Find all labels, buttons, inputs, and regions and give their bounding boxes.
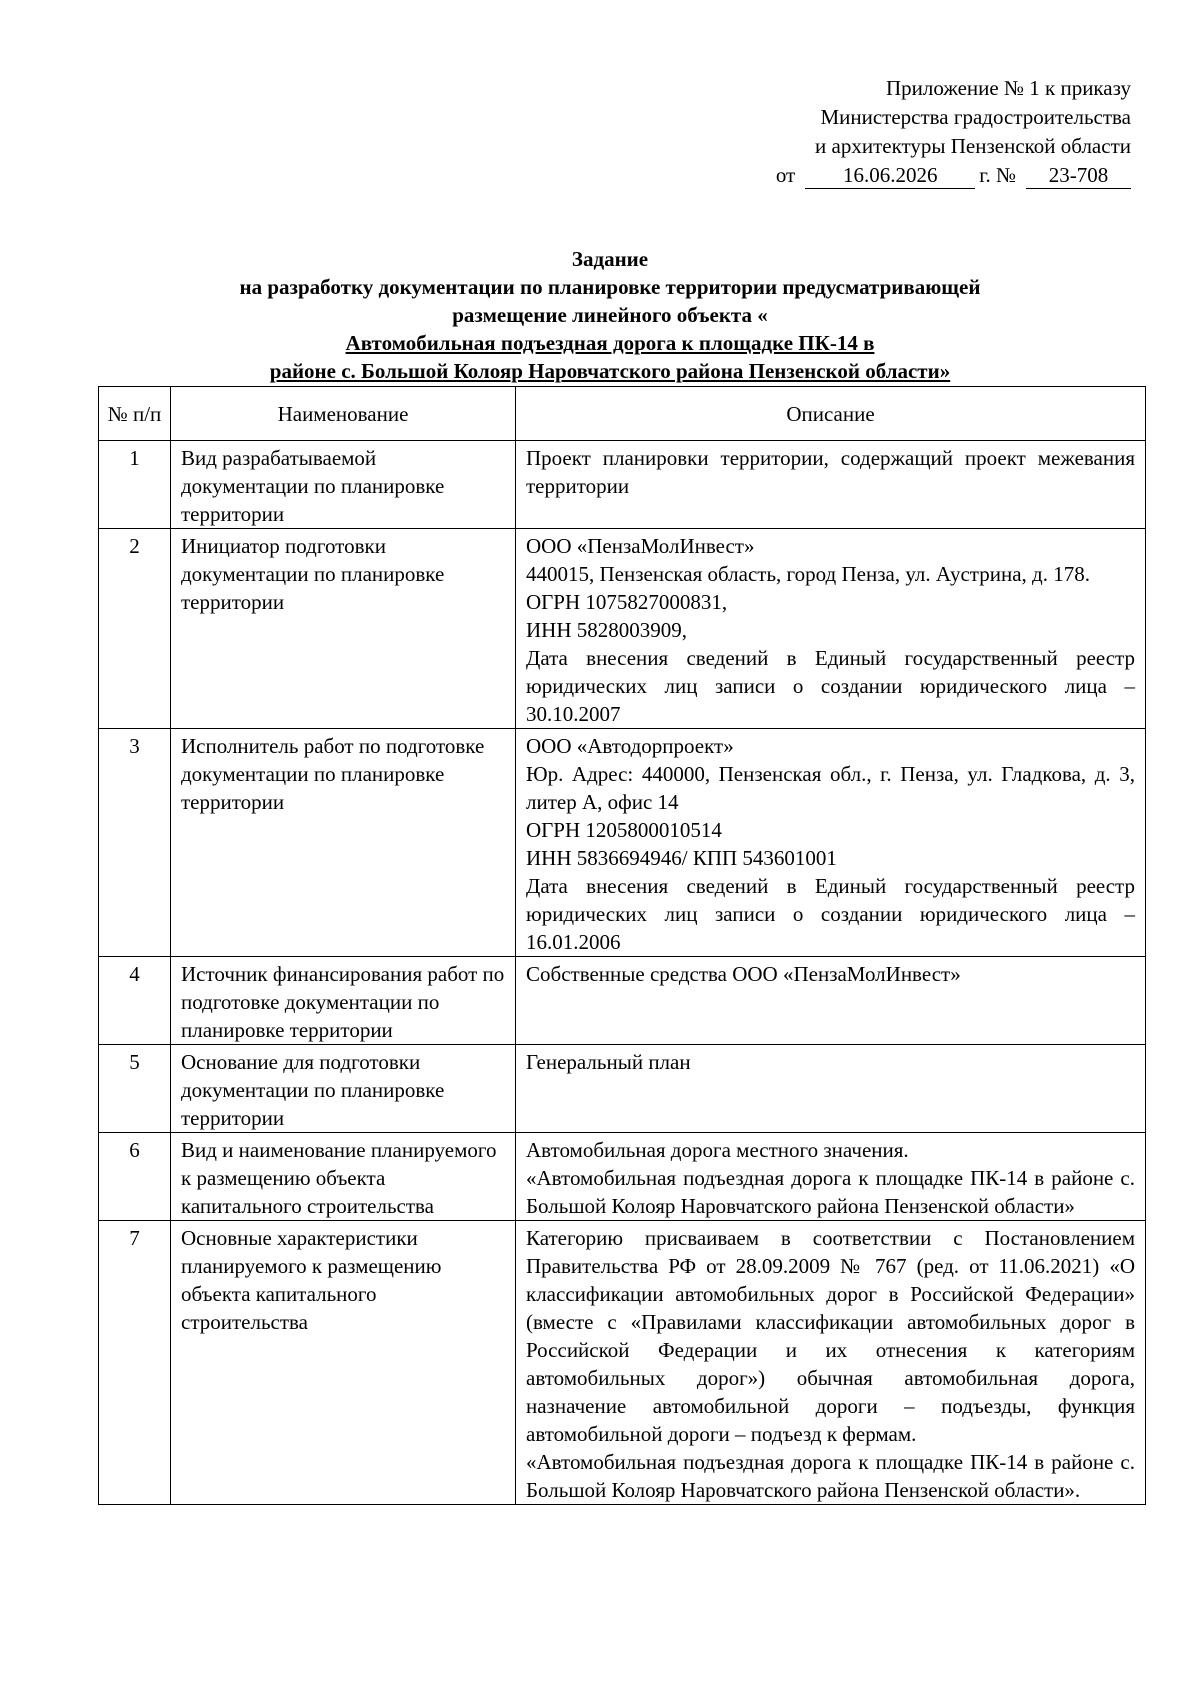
row-number: 3	[99, 729, 171, 957]
description-paragraph: Автомобильная дорога местного значения.	[526, 1138, 909, 1162]
description-paragraph: Юр. Адрес: 440000, Пензенская обл., г. Пенза, ул. Гладкова, д. 3, литер А, офис 14	[526, 762, 1135, 814]
row-name: Вид разрабатываемой документации по планировке территории	[171, 441, 516, 529]
description-paragraph: «Автомобильная подъездная дорога к площадке ПК-14 в районе с. Большой Колояр Наровчатского района Пензенской области».	[526, 1450, 1135, 1502]
row-name: Инициатор подготовки документации по планировке территории	[171, 529, 516, 729]
assignment-table	[98, 386, 1146, 1505]
title-object-line	[90, 301, 1130, 357]
appendix-line: Приложение № 1 к приказу	[886, 76, 1131, 100]
ministry-line: Министерства градостроительства	[820, 105, 1131, 129]
title-heading: Задание	[571, 247, 649, 271]
description-paragraph: ООО «Автодорпроект»	[526, 734, 734, 758]
title-object-location: районе с. Большой Колояр Наровчатского района Пензенской области»	[269, 359, 951, 383]
row-name: Основание для подготовки документации по планировке территории	[171, 1045, 516, 1133]
table-row	[99, 1045, 1146, 1133]
title-subject: на разработку документации по планировке территории предусматривающей	[239, 275, 981, 299]
description-paragraph: Проект планировки территории, содержащий проект межевания территории	[526, 446, 1135, 498]
row-description	[516, 441, 1146, 529]
description-paragraph: «Автомобильная подъездная дорога к площадке ПК-14 в районе с. Большой Колояр Наровчатского района Пензенской области»	[526, 1166, 1135, 1218]
description-paragraph: Дата внесения сведений в Единый государственный реестр юридических лиц записи о создании юридического лица – 30.10.2007	[526, 646, 1135, 726]
table-row	[99, 957, 1146, 1045]
header-name: Наименование	[171, 387, 516, 441]
title-object-prefix: размещение линейного объекта «	[452, 303, 768, 327]
row-description	[516, 957, 1146, 1045]
table-body	[99, 441, 1146, 1505]
row-description	[516, 1221, 1146, 1505]
description-paragraph: ОГРН 1075827000831,	[526, 590, 728, 614]
table-row	[99, 729, 1146, 957]
order-date: 16.06.2026	[805, 163, 975, 189]
row-name: Основные характеристики планируемого к размещению объекта капитального строительства	[171, 1221, 516, 1505]
description-paragraph: Генеральный план	[526, 1050, 691, 1074]
row-number: 2	[99, 529, 171, 729]
description-paragraph: Собственные средства ООО «ПензаМолИнвест»	[526, 962, 961, 986]
row-description	[516, 729, 1146, 957]
document-title	[90, 245, 1130, 385]
order-number: 23-708	[1026, 163, 1131, 189]
row-description	[516, 1045, 1146, 1133]
order-date-row	[776, 161, 1131, 190]
description-paragraph: ИНН 5828003909,	[526, 618, 687, 642]
row-name: Источник финансирования работ по подготовке документации по планировке территории	[171, 957, 516, 1045]
table-row	[99, 1221, 1146, 1505]
description-paragraph: Категорию присваиваем в соответствии с Постановлением Правительства РФ от 28.09.2009 № 767 (ред. от 11.06.2021) «О классификации автомобильных дорог в Российской Федерации» (вместе с «Правилами классификации автомобильных дорог в Российской Федерации и их отнесения к категориям автомобильных дорог») обычная автомобильная дорога, назначение автомобильной дороги – подъезды, функция автомобильной дороги – подъезд к фермам.	[526, 1226, 1135, 1446]
row-description	[516, 1133, 1146, 1221]
description-paragraph: 440015, Пензенская область, город Пенза, ул. Аустрина, д. 178.	[526, 562, 1090, 586]
row-number: 4	[99, 957, 171, 1045]
title-object-name: Автомобильная подъездная дорога к площадке ПК-14 в	[345, 331, 875, 355]
number-prefix: г. №	[979, 163, 1016, 187]
region-line: и архитектуры Пензенской области	[815, 134, 1131, 158]
description-paragraph: ООО «ПензаМолИнвест»	[526, 534, 755, 558]
row-description	[516, 529, 1146, 729]
table-header-row	[99, 387, 1146, 441]
description-paragraph: ОГРН 1205800010514	[526, 818, 722, 842]
table-row	[99, 441, 1146, 529]
date-prefix: от	[775, 163, 796, 187]
row-number: 6	[99, 1133, 171, 1221]
row-number: 7	[99, 1221, 171, 1505]
header-num: № п/п	[99, 387, 171, 441]
row-number: 5	[99, 1045, 171, 1133]
row-name: Вид и наименование планируемого к размещению объекта капитального строительства	[171, 1133, 516, 1221]
row-number: 1	[99, 441, 171, 529]
description-paragraph: ИНН 5836694946/ КПП 543601001	[526, 846, 837, 870]
row-name: Исполнитель работ по подготовке документации по планировке территории	[171, 729, 516, 957]
table-row	[99, 1133, 1146, 1221]
table-row	[99, 529, 1146, 729]
order-appendix-header	[776, 74, 1131, 190]
description-paragraph: Дата внесения сведений в Единый государственный реестр юридических лиц записи о создании юридического лица – 16.01.2006	[526, 874, 1135, 954]
header-desc: Описание	[516, 387, 1146, 441]
